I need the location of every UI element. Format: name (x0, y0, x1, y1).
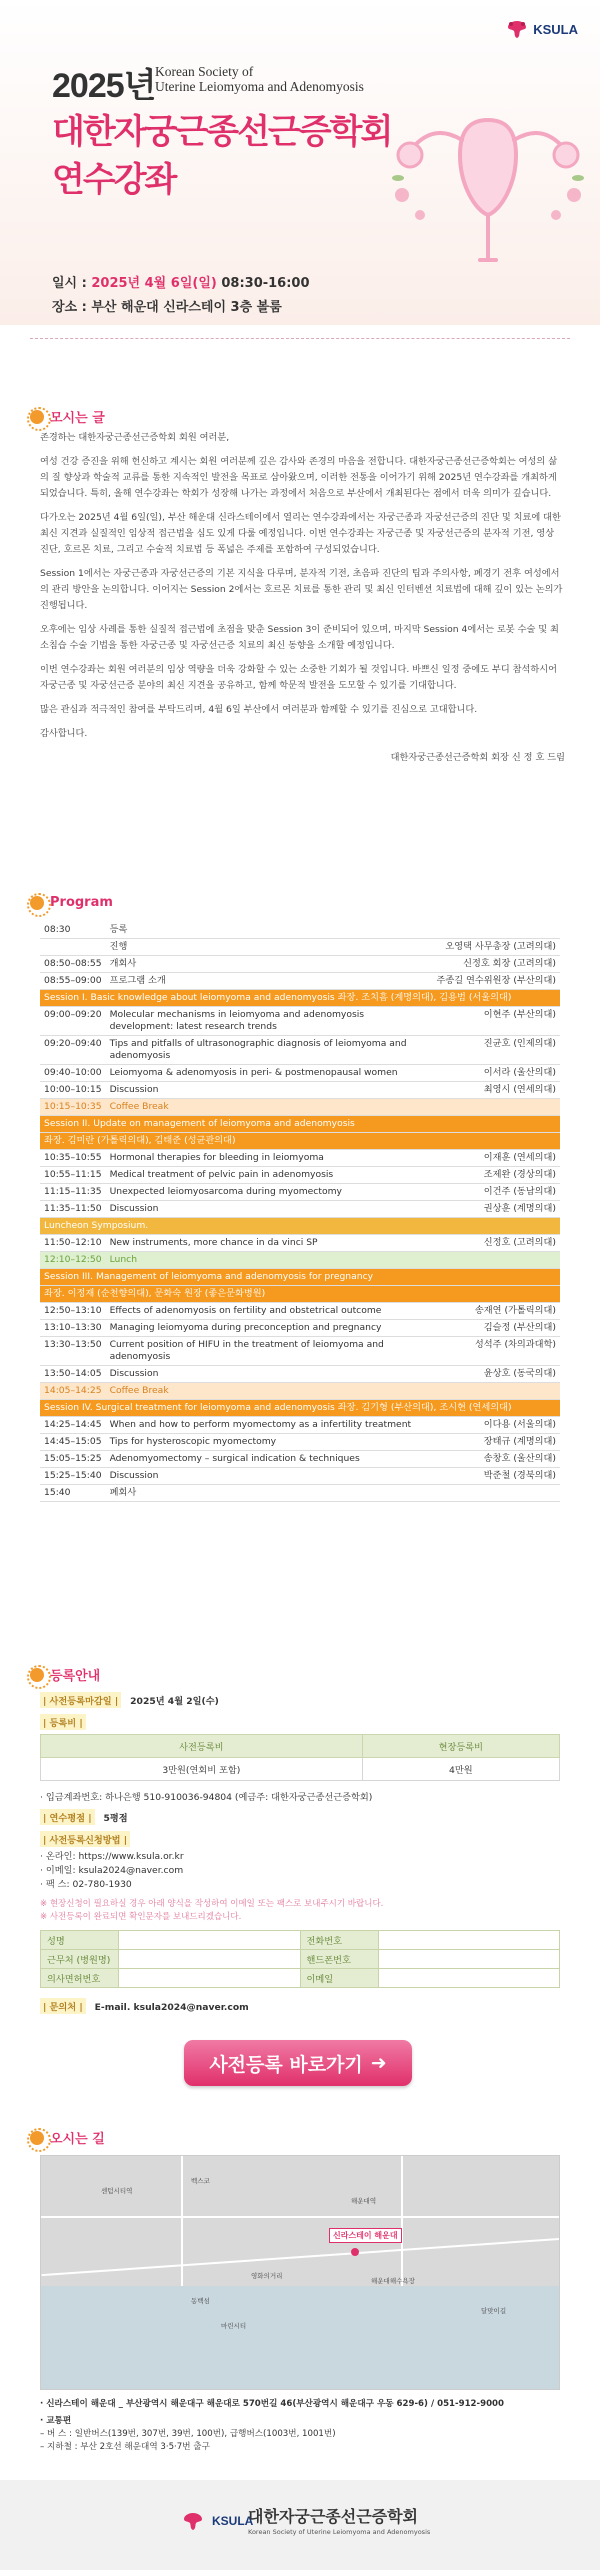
venue-address: · 신라스테이 해운대 _ 부산광역시 해운대구 해운대로 570번길 46(부산광역시 해운대구 우동 629-6) / 051-912-9000 (40, 2399, 505, 2409)
program-row (40, 1167, 560, 1184)
program-speaker: 김슬정 (부산의대) (432, 1320, 560, 1337)
greeting-letter (40, 430, 565, 774)
program-time: 10:00–10:15 (40, 1082, 106, 1099)
ksula-logo-icon (504, 18, 530, 40)
map-road (401, 2156, 403, 2286)
program-title: New instruments, more chance in da vinci SP (106, 1235, 433, 1252)
program-title: When and how to perform myomectomy as a infertility treatment (106, 1417, 433, 1434)
program-sess-row (40, 990, 560, 1007)
method-fax: · 팩 스: 02-780-1930 (40, 1879, 132, 1890)
program-time: 14:45–15:05 (40, 1434, 106, 1451)
form-field-hospital[interactable] (119, 1950, 301, 1969)
program-time: 13:50–14:05 (40, 1366, 106, 1383)
program-speaker: 이서라 (울산의대) (432, 1065, 560, 1082)
program-speaker: 박준철 (경북의대) (432, 1468, 560, 1485)
program-speaker: 조제완 (경상의대) (432, 1167, 560, 1184)
program-title: Tips and pitfalls of ultrasonographic diagnosis of leiomyoma and adenomyosis (106, 1036, 433, 1065)
program-speaker: 신정호 회장 (고려의대) (432, 956, 560, 973)
program-speaker: 오영택 사무총장 (고려의대) (432, 939, 560, 956)
program-heading (30, 895, 113, 910)
session-title: Session I. Basic knowledge about leiomyoma and adenomyosis 좌장. 조치흠 (계명의대), 김용범 (서울의대) (40, 990, 560, 1007)
note: ※ 현장신청이 필요하실 경우 아래 양식을 작성하여 이메일 또는 팩스로 보내주시기 바랍니다. (40, 1899, 384, 1909)
program-row (40, 1337, 560, 1366)
registration-heading (30, 1665, 100, 1684)
registration-info (40, 1692, 560, 2014)
location-map[interactable] (40, 2155, 560, 2390)
address-info (40, 2398, 565, 2454)
ksula-logo-icon (180, 2510, 206, 2532)
program-time: 08:55–09:00 (40, 973, 106, 990)
society-en-line-2: Uterine Leiomyoma and Adenomyosis (155, 79, 364, 94)
society-name-en (155, 64, 364, 94)
program-title: Discussion (106, 1468, 433, 1485)
program-speaker: 주종길 연수위원장 (부산의대) (432, 973, 560, 990)
program-title: Discussion (106, 1082, 433, 1099)
map-road (181, 2156, 183, 2286)
greeting-paragraph: 오후에는 임상 사례를 통한 실질적 접근법에 초점을 맞춘 Session 3이 준비되어 있으며, 마지막 Session 4에서는 로봇 수술 및 최소침습 수술 기법을 통한 자궁근종 및 자궁선근증 치료의 최신 동향을 소개할 예정입니다. (40, 624, 559, 651)
transport-bus: – 버 스 : 일반버스(139번, 307번, 39번, 100번), 급행버스(1003번, 1001번) (40, 2429, 336, 2439)
place-value: 부산 해운대 신라스테이 3층 볼룸 (91, 300, 282, 315)
program-time: 12:50–13:10 (40, 1303, 106, 1320)
program-row (40, 1451, 560, 1468)
form-label-hospital: 근무처 (병원명) (41, 1950, 119, 1969)
greeting-paragraph: 이번 연수강좌는 회원 여러분의 임상 역량을 더욱 강화할 수 있는 소중한 기회가 될 것입니다. 바쁘신 일정 중에도 부디 참석하시어 자궁근종 및 자궁선근증 분야의 최신 지견을 공유하고, 함께 학문적 발전을 도모할 수 있기를 기대합니다. (40, 664, 557, 691)
program-time: 14:25–14:45 (40, 1417, 106, 1434)
sun-icon (30, 1668, 44, 1682)
program-time: 12:10–12:50 (40, 1252, 106, 1269)
uterus-illustration (390, 100, 586, 275)
program-row (40, 1082, 560, 1099)
session-title: Luncheon Symposium. (40, 1218, 560, 1235)
program-time: 08:30 (40, 922, 106, 939)
footer-name-ko: 대한자궁근종선근증학회 (248, 2507, 419, 2526)
program-title: Coffee Break (106, 1383, 433, 1400)
form-label-phone: 전화번호 (300, 1931, 378, 1950)
date-value: 2025년 4월 6일(일) (91, 276, 217, 291)
session-title: Session IV. Surgical treatment for leiomyoma and adenomyosis 좌장. 김기형 (부산의대), 조시현 (연세의대) (40, 1400, 560, 1417)
program-row (40, 1065, 560, 1082)
program-speaker: 성석주 (차의과대학) (432, 1337, 560, 1366)
greeting-signer: 대한자궁근종선근증학회 회장 신 정 호 드림 (390, 752, 565, 763)
map-label: 영화의거리 (251, 2272, 283, 2280)
deadline-row (40, 1692, 560, 1708)
program-row (40, 1320, 560, 1337)
program-lun-row (40, 1252, 560, 1269)
deadline-label: | 사전등록마감일 | (40, 1692, 121, 1708)
method-row (40, 1831, 560, 1847)
form-field-license[interactable] (119, 1969, 301, 1988)
session-title: 좌장. 김미란 (가톨릭의대), 김태준 (성균관의대) (40, 1133, 560, 1150)
arrow-right-icon: ➜ (370, 2052, 387, 2074)
sea-area (41, 2286, 560, 2390)
credit-value: 5평점 (103, 1813, 128, 1824)
fee-row (40, 1714, 560, 1730)
program-title: Molecular mechanisms in leiomyoma and adenomyosis development: latest research trends (106, 1007, 433, 1036)
note: ※ 사전등록이 완료되면 확인문자를 보내드리겠습니다. (40, 1912, 242, 1922)
divider (30, 338, 570, 339)
credit-row (40, 1809, 560, 1825)
program-time: 11:35–11:50 (40, 1201, 106, 1218)
program-row (40, 922, 560, 939)
society-en-line-1: Korean Society of (155, 64, 254, 79)
bank-account: · 입금계좌번호: 하나은행 510-910036-94804 (예금주: 대한자궁근종선근증학회) (40, 1792, 373, 1803)
program-title: Adenomyomectomy – surgical indication & techniques (106, 1451, 433, 1468)
program-title: Lunch (106, 1252, 433, 1269)
footer-name-en: Korean Society of Uterine Leiomyoma and Adenomyosis (248, 2528, 431, 2536)
date-label: 일시 : (52, 276, 87, 291)
map-label: 해운대역 (351, 2197, 377, 2205)
map-road (41, 2216, 560, 2218)
program-time: 10:35–10:55 (40, 1150, 106, 1167)
program-time: 09:00–09:20 (40, 1007, 106, 1036)
map-label: 센텀시티역 (101, 2187, 133, 2195)
credit-label: | 연수평점 | (40, 1809, 95, 1825)
program-time: 13:30–13:50 (40, 1337, 106, 1366)
program-time: 15:40 (40, 1485, 106, 1502)
program-row (40, 939, 560, 956)
program-row (40, 1201, 560, 1218)
venue-marker-label: 신라스테이 해운대 (329, 2228, 402, 2243)
fee-value: 4만원 (362, 1758, 559, 1781)
form-label-mobile: 핸드폰번호 (300, 1950, 378, 1969)
notes (40, 1898, 560, 1924)
registration-heading-text: 등록안내 (50, 1669, 101, 1684)
pre-registration-button[interactable] (184, 2040, 412, 2086)
form-label-license: 의사면허번호 (41, 1969, 119, 1988)
directions-heading (30, 2128, 105, 2147)
event-date (52, 272, 310, 291)
program-time: 10:55–11:15 (40, 1167, 106, 1184)
sun-icon (30, 410, 44, 424)
program-speaker: 송재연 (가톨릭의대) (432, 1303, 560, 1320)
program-title: Current position of HIFU in the treatment of leiomyoma and adenomyosis (106, 1337, 433, 1366)
program-row (40, 1150, 560, 1167)
program-sess-row (40, 1133, 560, 1150)
program-speaker: 이다용 (서울의대) (432, 1417, 560, 1434)
greeting-paragraph: 감사합니다. (40, 728, 88, 739)
place-label: 장소 : (52, 300, 87, 315)
program-speaker: 최영시 (연세의대) (432, 1082, 560, 1099)
method-list (40, 1850, 560, 1892)
program-speaker: 이재훈 (연세의대) (432, 1150, 560, 1167)
program-title: Medical treatment of pelvic pain in adenomyosis (106, 1167, 433, 1184)
program-speaker: 윤상호 (동국의대) (432, 1366, 560, 1383)
deadline-value: 2025년 4월 2일(수) (130, 1696, 219, 1707)
program-sess-row (40, 1269, 560, 1286)
program-row (40, 973, 560, 990)
greeting-paragraph: 존경하는 대한자궁근종선근증학회 회원 여러분, (40, 432, 230, 443)
program-sess-row (40, 1116, 560, 1133)
footer-logo (180, 2510, 253, 2532)
program-speaker: 송창호 (울산의대) (432, 1451, 560, 1468)
program-speaker (432, 1099, 560, 1116)
form-label-name: 성명 (41, 1931, 119, 1950)
transport-subway: – 지하철 : 부산 2호선 해운대역 3·5·7번 출구 (40, 2442, 210, 2452)
program-title: Discussion (106, 1201, 433, 1218)
form-field-name[interactable] (119, 1931, 301, 1950)
program-speaker (432, 1485, 560, 1502)
title-line-1: 대한자궁근종선근증학회 (52, 112, 392, 152)
method-online: · 온라인: https://www.ksula.or.kr (40, 1851, 184, 1862)
program-time: 10:15–10:35 (40, 1099, 106, 1116)
program-time: 09:20–09:40 (40, 1036, 106, 1065)
program-time (40, 939, 106, 956)
contact-label: | 문의처 | (40, 1998, 86, 2014)
title-line-2: 연수강좌 (52, 160, 176, 200)
program-time: 13:10–13:30 (40, 1320, 106, 1337)
greeting-heading-text: 모시는 글 (50, 411, 105, 426)
program-brk-row (40, 1383, 560, 1400)
registration-form (40, 1930, 560, 1988)
map-label: 마린시티 (221, 2322, 247, 2330)
program-title: Hormonal therapies for bleeding in leiomyoma (106, 1150, 433, 1167)
program-speaker (432, 922, 560, 939)
ksula-logo (504, 18, 578, 40)
program-row (40, 1303, 560, 1320)
program-sess-row (40, 1286, 560, 1303)
program-time: 15:25–15:40 (40, 1468, 106, 1485)
program-time: 11:50–12:10 (40, 1235, 106, 1252)
program-title: Tips for hysteroscopic myomectomy (106, 1434, 433, 1451)
program-title: Effects of adenomyosis on fertility and obstetrical outcome (106, 1303, 433, 1320)
program-speaker: 권상훈 (계명의대) (432, 1201, 560, 1218)
fee-value: 3만원(연회비 포함) (41, 1758, 363, 1781)
program-speaker: 이현주 (부산의대) (432, 1007, 560, 1036)
sun-icon (30, 2131, 44, 2145)
program-title: Managing leiomyoma during preconception and pregnancy (106, 1320, 433, 1337)
form-field-email[interactable] (378, 1969, 560, 1988)
map-road (42, 2238, 560, 2276)
transport-label: · 교통편 (40, 2416, 72, 2426)
program-row (40, 1485, 560, 1502)
program-row (40, 1235, 560, 1252)
program-title: 프로그램 소개 (106, 973, 433, 990)
contact-value: E-mail. ksula2024@naver.com (94, 2002, 249, 2013)
program-sess-row (40, 1400, 560, 1417)
fee-header: 현장등록비 (362, 1735, 559, 1758)
form-label-email: 이메일 (300, 1969, 378, 1988)
location-pin-icon (351, 2248, 359, 2256)
program-time: 15:05–15:25 (40, 1451, 106, 1468)
program-row (40, 1007, 560, 1036)
program-row (40, 1468, 560, 1485)
button-label: 사전등록 바로가기 (209, 2053, 363, 2076)
program-title: Coffee Break (106, 1099, 433, 1116)
greeting-heading (30, 407, 105, 426)
program-speaker: 이건주 (동남의대) (432, 1184, 560, 1201)
form-field-phone[interactable] (378, 1931, 560, 1950)
time-value: 08:30-16:00 (221, 276, 310, 291)
program-title: 진행 (106, 939, 433, 956)
program-time: 14:05–14:25 (40, 1383, 106, 1400)
map-label: 해운대해수욕장 (371, 2277, 415, 2285)
session-title: Session II. Update on management of leiomyoma and adenomyosis (40, 1116, 560, 1133)
sun-icon (30, 896, 44, 910)
program-row (40, 1184, 560, 1201)
session-title: 좌장. 이정재 (순천향의대), 문화숙 원장 (좋은문화병원) (40, 1286, 560, 1303)
greeting-paragraph: 다가오는 2025년 4월 6일(일), 부산 해운대 신라스테이에서 열리는 연수강좌에서는 자궁근종과 자궁선근증의 진단 및 치료에 대한 최신 지견과 실질적인 임상적 접근법을 심도 있게 다룰 예정입니다. 이번 연수강좌는 자궁근종 및 자궁선근증의 분자적 기전, 영상 진단, 호르몬 치료, 그리고 수술적 치료법 등 폭넓은 주제를 포함하여 구성되었습니다. (40, 512, 561, 555)
footer-logo-text: KSULA (212, 2514, 254, 2528)
event-place (52, 296, 282, 315)
program-speaker (432, 1383, 560, 1400)
map-label: 달맞이길 (481, 2307, 507, 2315)
program-time: 11:15–11:35 (40, 1184, 106, 1201)
program-table (40, 922, 560, 1502)
program-title: Discussion (106, 1366, 433, 1383)
fee-table (40, 1734, 560, 1781)
program-title: 개회사 (106, 956, 433, 973)
program-brk-row (40, 1099, 560, 1116)
fee-label: | 등록비 | (40, 1714, 86, 1730)
greeting-paragraph: 많은 관심과 적극적인 참여를 부탁드리며, 4월 6일 부산에서 여러분과 함께할 수 있기를 진심으로 고대합니다. (40, 704, 478, 715)
program-speaker (432, 1252, 560, 1269)
program-time: 09:40–10:00 (40, 1065, 106, 1082)
contact-row (40, 1998, 560, 2014)
program-title: Leiomyoma & adenomyosis in peri- & postmenopausal women (106, 1065, 433, 1082)
method-label: | 사전등록신청방법 | (40, 1831, 130, 1847)
program-lunch-s-row (40, 1218, 560, 1235)
program-row (40, 1036, 560, 1065)
method-email: · 이메일: ksula2024@naver.com (40, 1865, 184, 1876)
hero-banner (0, 0, 600, 325)
form-field-mobile[interactable] (378, 1950, 560, 1969)
program-speaker: 신정호 (고려의대) (432, 1235, 560, 1252)
fee-header: 사전등록비 (41, 1735, 363, 1758)
program-time: 08:50–08:55 (40, 956, 106, 973)
program-title: 폐회사 (106, 1485, 433, 1502)
map-label: 동백섬 (191, 2297, 210, 2305)
map-label: 벡스코 (191, 2177, 210, 2185)
greeting-paragraph: Session 1에서는 자궁근종과 자궁선근증의 기본 지식을 다루며, 분자적 기전, 초음파 진단의 팁과 주의사항, 폐경기 전후 여성에서의 관리 방안을 논의합니다. 이어지는 Session 2에서는 호르몬 치료를 통한 관리 및 최신 인터벤션 치료법에 대해 깊이 있는 논의가 진행됩니다. (40, 568, 563, 611)
program-speaker: 장태규 (계명의대) (432, 1434, 560, 1451)
footer (0, 2480, 600, 2570)
program-title: Unexpected leiomyosarcoma during myomectomy (106, 1184, 433, 1201)
directions-heading-text: 오시는 길 (50, 2132, 105, 2147)
program-title: 등록 (106, 922, 433, 939)
session-title: Session III. Management of leiomyoma and adenomyosis for pregnancy (40, 1269, 560, 1286)
program-row (40, 956, 560, 973)
program-heading-text: Program (50, 895, 113, 910)
program-row (40, 1434, 560, 1451)
logo-text: KSULA (533, 21, 578, 37)
program-speaker: 진균호 (인제의대) (432, 1036, 560, 1065)
program-row (40, 1417, 560, 1434)
greeting-paragraph: 여성 건강 증진을 위해 헌신하고 계시는 회원 여러분께 깊은 감사와 존경의 마음을 전합니다. 대한자궁근종선근증학회는 여성의 삶의 질 향상과 학술적 교류를 통한 지속적인 발전을 목표로 삼아왔으며, 이러한 전통을 이어가기 위해 2025년 연수강좌를 개최하게 되었습니다. 특히, 올해 연수강좌는 학회가 성장해 나가는 과정에서 처음으로 부산에서 개최된다는 점에서 더욱 의미가 깊습니다. (40, 456, 558, 499)
event-year: 2025년 (52, 67, 156, 105)
program-row (40, 1366, 560, 1383)
